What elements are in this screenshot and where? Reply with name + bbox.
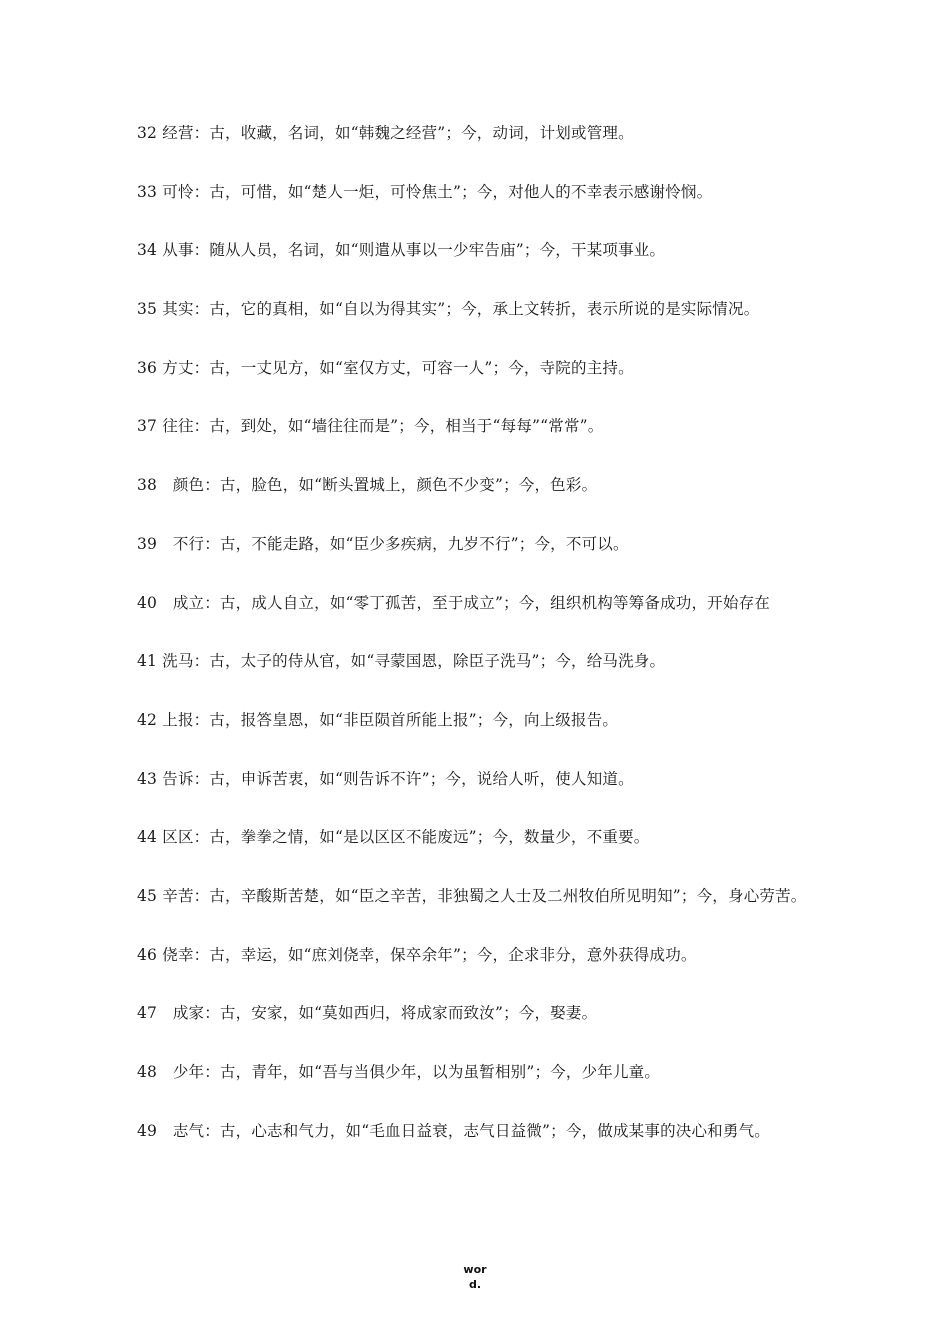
entry-33: 33 可怜：古，可惜，如“楚人一炬，可怜焦土”；今，对他人的不幸表示感谢怜悯。	[137, 182, 713, 201]
entry-32: 32 经营：古，收藏，名词，如“韩魏之经营”；今，动词，计划或管理。	[137, 124, 634, 142]
footer-line-1: wor	[463, 1263, 487, 1276]
entry-40: 40 成立：古，成人自立，如“零丁孤苦，至于成立”；今，组织机构等筹备成功，开始存在	[137, 593, 770, 612]
entry-38: 38 颜色：古，脸色，如“断头置城上，颜色不少变”；今，色彩。	[137, 476, 598, 495]
entry-47: 47 成家：古，安家，如“莫如西归，将成家而致汝”；今，娶妻。	[137, 1004, 598, 1023]
page-footer	[0, 1262, 950, 1292]
entry-42: 42 上报：古，报答皇恩，如“非臣陨首所能上报”；今，向上级报告。	[137, 710, 619, 729]
entry-49: 49 志气：古，心志和气力，如“毛血日益衰，志气日益微”；今，做成某事的决心和勇气。	[137, 1121, 770, 1140]
entry-36: 36 方丈：古，一丈见方，如“室仅方丈，可容一人”；今，寺院的主持。	[137, 358, 634, 377]
entry-39: 39 不行：古，不能走路，如“臣少多疾病，九岁不行”；今，不可以。	[137, 534, 629, 553]
entry-46: 46 侥幸：古，幸运，如“庶刘侥幸，保卒余年”；今，企求非分，意外获得成功。	[137, 945, 697, 964]
entry-35: 35 其实：古，它的真相，如“自以为得其实”；今，承上文转折，表示所说的是实际情况。	[137, 300, 760, 319]
entry-34: 34 从事：随从人员，名词，如“则遣从事以一少牢告庙”；今，干某项事业。	[137, 241, 666, 260]
entry-44: 44 区区：古，拳拳之情，如“是以区区不能废远”；今，数量少，不重要。	[137, 828, 650, 847]
entry-37: 37 往往：古，到处，如“墙往往而是”；今，相当于“每每”“常常”。	[137, 417, 604, 436]
entry-45: 45 辛苦：古，辛酸斯苦楚，如“臣之辛苦，非独蜀之人士及二州牧伯所见明知”；今，身心劳苦。	[137, 886, 807, 905]
entry-list	[137, 118, 817, 1174]
entry-41: 41 洗马：古，太子的侍从官，如“寻蒙国恩，除臣子洗马”；今，给马洗身。	[137, 652, 666, 671]
entry-48: 48 少年：古，青年，如“吾与当俱少年，以为虽暂相别”；今，少年儿童。	[137, 1063, 661, 1081]
entry-43: 43 告诉：古，申诉苦衷，如“则告诉不许”；今，说给人听，使人知道。	[137, 769, 634, 788]
footer-line-2: d.	[468, 1278, 482, 1291]
